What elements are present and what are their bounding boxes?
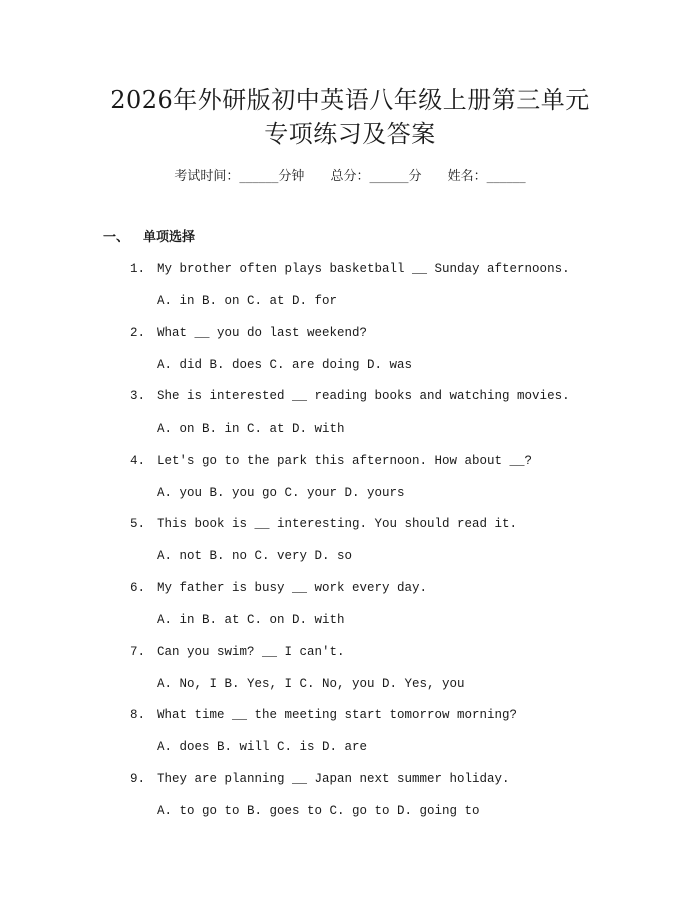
question-options: A. not B. no C. very D. so: [157, 549, 353, 563]
question-stem: [130, 324, 367, 342]
question-stem: [130, 579, 427, 597]
student-name-field: 姓名：______: [447, 169, 526, 184]
question-stem: [130, 643, 345, 661]
section-title: 单项选择: [143, 230, 196, 245]
question-options: A. does B. will C. is D. are: [157, 740, 368, 754]
question-text: Let's go to the park this afternoon. How about __?: [157, 454, 533, 468]
total-score-field: 总分：______分: [330, 169, 422, 184]
exam-info-row: [0, 166, 700, 188]
question-stem: [130, 706, 517, 724]
question-number: 2.: [130, 326, 146, 340]
section-number: 一、: [103, 230, 130, 245]
question-stem: [130, 260, 570, 278]
question-number: 6.: [130, 581, 146, 595]
document-title-line-1: 2026年外研版初中英语八年级上册第三单元: [110, 86, 590, 114]
question-options: A. on B. in C. at D. with: [157, 422, 345, 436]
document-title-line-2: 专项练习及答案: [264, 120, 436, 148]
question-number: 7.: [130, 645, 146, 659]
question-number: 3.: [130, 389, 146, 403]
question-options: A. you B. you go C. your D. yours: [157, 486, 405, 500]
question-text: This book is __ interesting. You should read it.: [157, 517, 518, 531]
question-options: A. did B. does C. are doing D. was: [157, 358, 413, 372]
question-stem: [130, 387, 570, 405]
section-heading: [103, 228, 195, 248]
question-options: A. in B. on C. at D. for: [157, 294, 338, 308]
question-number: 8.: [130, 708, 146, 722]
question-text: What __ you do last weekend?: [157, 326, 368, 340]
question-stem: [130, 515, 517, 533]
question-text: They are planning __ Japan next summer holiday.: [157, 772, 510, 786]
question-number: 9.: [130, 772, 146, 786]
question-text: She is interested __ reading books and watching movies.: [157, 389, 570, 403]
question-number: 5.: [130, 517, 146, 531]
question-options: A. in B. at C. on D. with: [157, 613, 345, 627]
question-options: A. to go to B. goes to C. go to D. going to: [157, 804, 480, 818]
question-text: Can you swim? __ I can't.: [157, 645, 345, 659]
question-stem: [130, 452, 532, 470]
question-number: 1.: [130, 262, 146, 276]
question-stem: [130, 770, 510, 788]
question-text: My father is busy __ work every day.: [157, 581, 428, 595]
question-options: A. No, I B. Yes, I C. No, you D. Yes, you: [157, 677, 465, 691]
question-text: What time __ the meeting start tomorrow morning?: [157, 708, 518, 722]
question-number: 4.: [130, 454, 146, 468]
exam-time-field: 考试时间：______分钟: [174, 169, 305, 184]
question-text: My brother often plays basketball __ Sunday afternoons.: [157, 262, 570, 276]
